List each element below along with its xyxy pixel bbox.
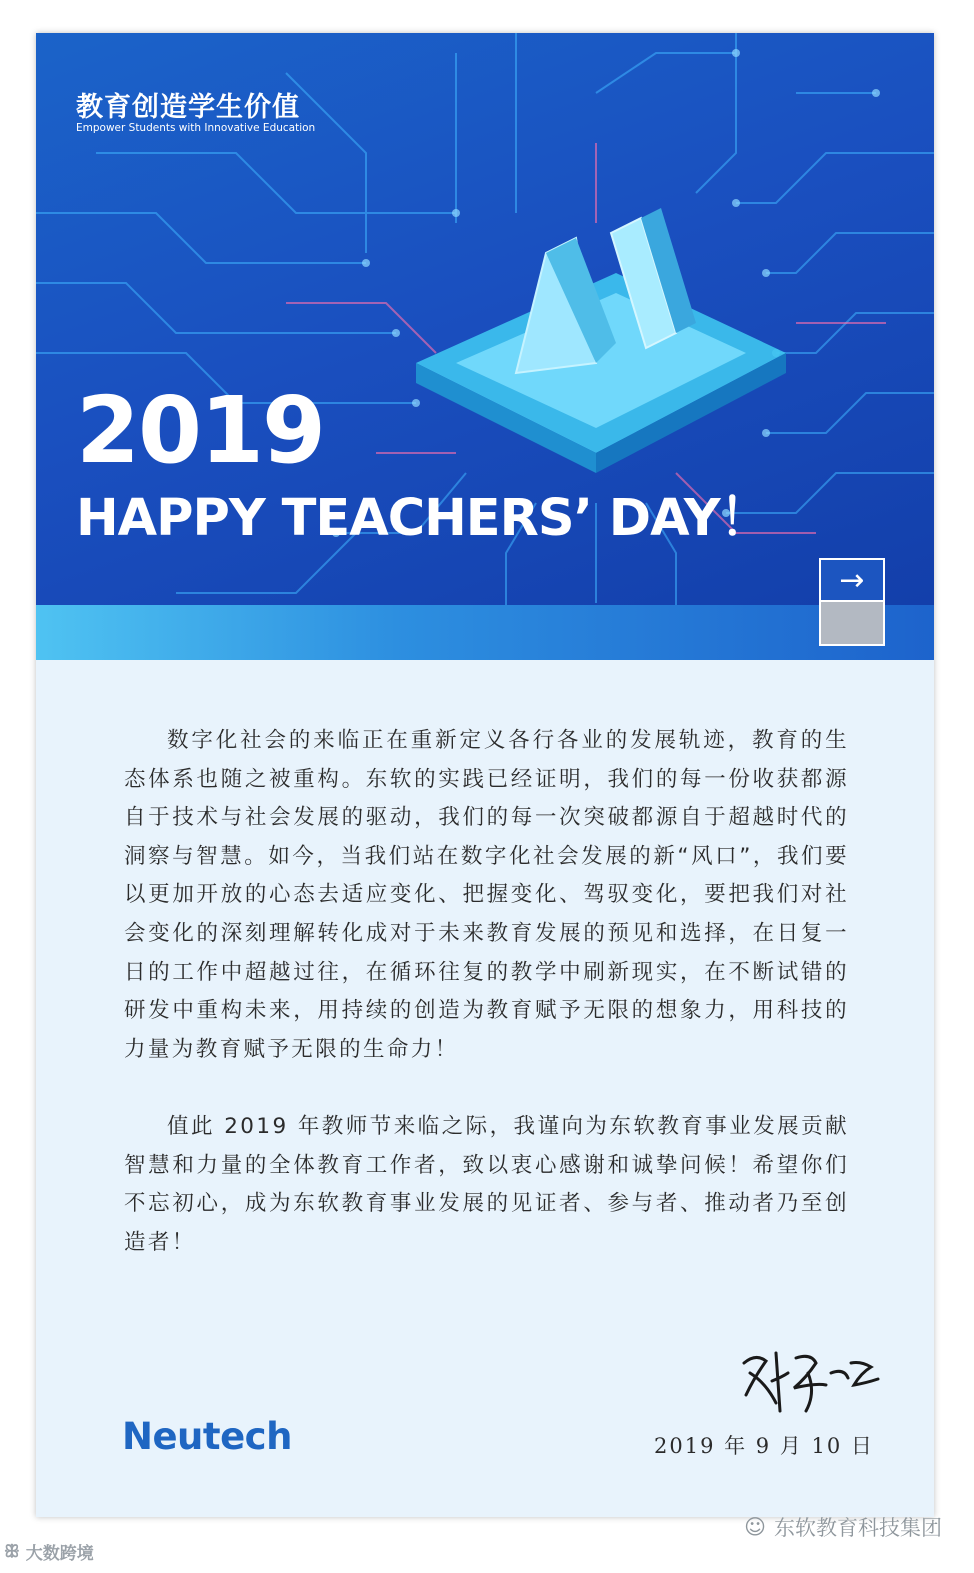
- arrow-right-icon: →: [839, 562, 865, 598]
- letter-paragraph: 值此 2019 年教师节来临之际，我谨向为东软教育事业发展贡献智慧和力量的全体教育工作者，致以衷心感谢和诚挚问候！希望你们不忘初心，成为东软教育事业发展的见证者、参与者、推动者乃至创造者！: [124, 1113, 849, 1255]
- wechat-account-name: 东软教育科技集团: [774, 1516, 942, 1540]
- letter-paragraph: 数字化社会的来临正在重新定义各行各业的发展轨迹，教育的生态体系也随之被重构。东软的实践已经证明，我们的每一份收获都源自于技术与社会发展的驱动，我们的每一次突破都源自于超越时代的洞察与智慧。如今，当我们站在数字化社会发展的新“风口”，我们要以更加开放的心态去适应变化、把握变化、驾驭变化，要把我们对社会变化的深刻理解转化成对于未来教育发展的预见和选择，在日复一日的工作中超越过往，在循环往复的教学中刷新现实，在不断试错的研发中重构未来，用持续的创造为教育赋予无限的想象力，用科技的力量为教育赋予无限的生命力！: [124, 728, 849, 1062]
- banner: [36, 33, 934, 660]
- logo-slogan-en: Empower Students with Innovative Education: [76, 122, 316, 134]
- neutech-logo: Neutech: [122, 1415, 292, 1458]
- banner-headline: HAPPY TEACHERS’ DAY！: [76, 489, 770, 548]
- decorative-gray-box: [819, 602, 885, 646]
- banner-stripe: [36, 605, 934, 660]
- letter-body: [124, 722, 849, 1262]
- logo-slogan-cn: 教育创造学生价值: [76, 92, 300, 123]
- wechat-icon: ☺: [744, 1515, 766, 1539]
- watermark-left: [4, 1539, 94, 1564]
- arrow-right-button[interactable]: [819, 558, 885, 602]
- handwritten-signature: [736, 1333, 886, 1423]
- banner-year: 2019: [76, 377, 325, 484]
- letter-card: [36, 33, 934, 1517]
- letter-date: 2019 年 9 月 10 日: [654, 1434, 874, 1458]
- watermark-logo-icon: ꕥ: [4, 1541, 20, 1562]
- wechat-account: [744, 1512, 942, 1542]
- watermark-left-text: 大数跨境: [25, 1544, 94, 1564]
- ai-chip-illustration: [416, 208, 786, 473]
